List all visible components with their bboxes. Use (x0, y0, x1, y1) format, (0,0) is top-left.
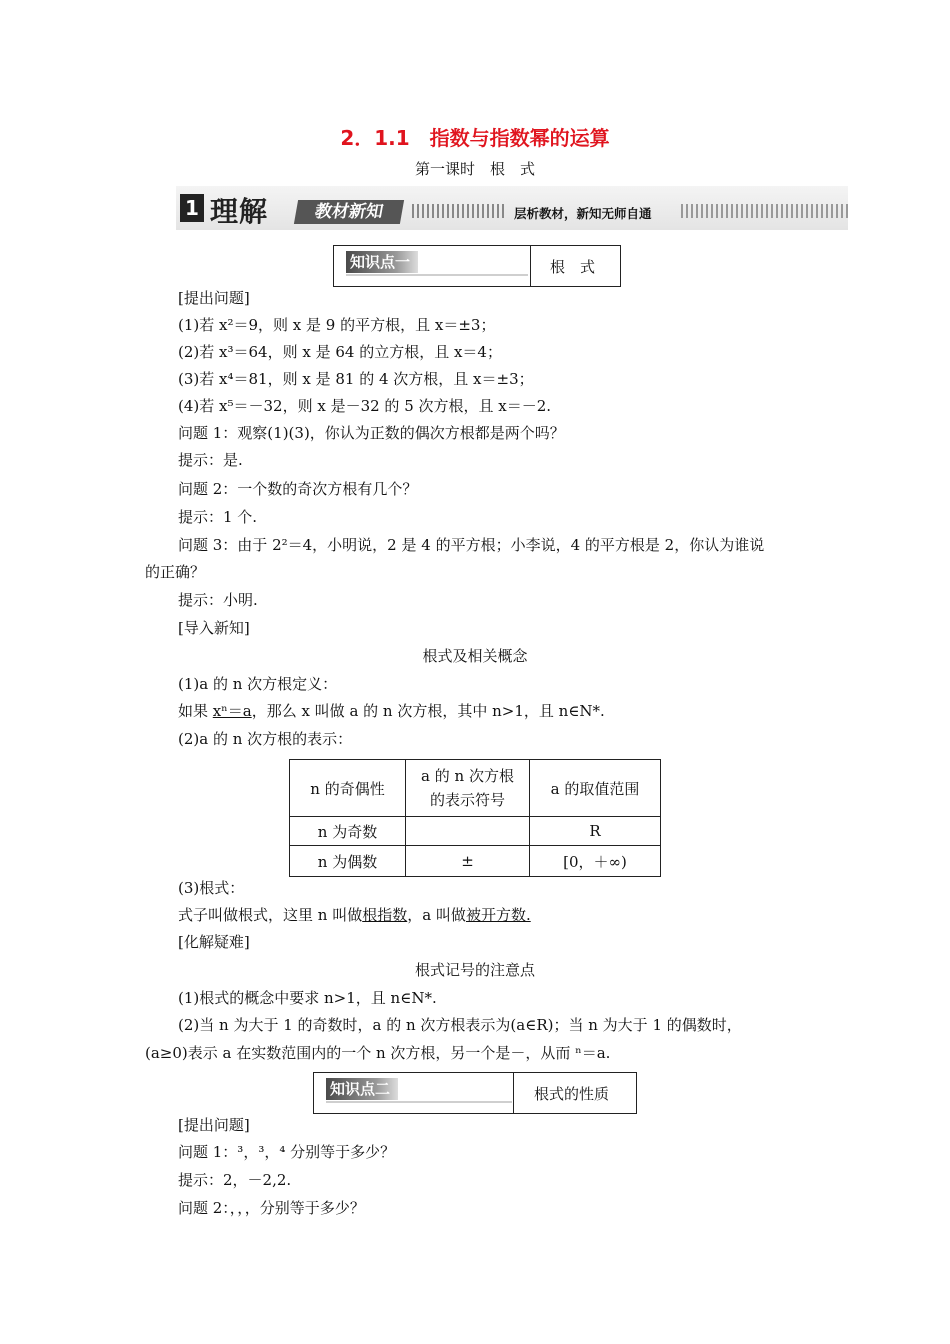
underlined-term: 根指数 (362, 906, 408, 924)
table-header-cell (406, 760, 530, 817)
box-divider (530, 246, 531, 286)
table-row (290, 817, 661, 846)
table-cell: [0，＋∞) (530, 846, 661, 877)
banner-number: 1 (180, 194, 204, 222)
text-line: 问题 2：，，，分别等于多少？ (178, 1199, 365, 1217)
section-heading: [提出问题] (178, 289, 250, 307)
header-text: a 的 n 次方根 (421, 767, 514, 785)
text-line: (1)若 x²＝9，则 x 是 9 的平方根，且 x＝±3； (178, 316, 496, 334)
knowledge-point-box-1 (333, 245, 621, 287)
header-text: 的表示符号 (429, 791, 505, 809)
table-cell: ± (406, 846, 530, 877)
table-cell: R (530, 817, 661, 846)
text-line: 问题 1：³，³，⁴ 分别等于多少？ (178, 1143, 396, 1161)
text-line: (1)a 的 n 次方根定义： (178, 675, 338, 693)
table-cell: n 为奇数 (290, 817, 406, 846)
table-cell: n 为偶数 (290, 846, 406, 877)
text-line: (2)当 n 为大于 1 的奇数时，a 的 n 次方根表示为(a∈R)；当 n 为大于 1 的偶数时， (178, 1016, 742, 1034)
text-span: ，那么 x 叫做 a 的 n 次方根，其中 n>1，且 n∈N*. (251, 702, 605, 720)
section-heading: [化解疑难] (178, 933, 250, 951)
underlined-formula: xⁿ＝a (212, 702, 252, 720)
text-span: ，a 叫做 (407, 906, 466, 924)
banner-heading: 理解 (210, 195, 269, 228)
label-underline (346, 274, 528, 276)
label-underline (326, 1101, 512, 1103)
banner-tag: 教材新知 (294, 200, 404, 224)
nth-root-table (289, 759, 661, 877)
table-cell (406, 817, 530, 846)
table-header-cell: a 的取值范围 (530, 760, 661, 817)
text-line (178, 702, 605, 720)
underlined-term: 被开方数. (465, 906, 531, 924)
text-line: (3)若 x⁴＝81，则 x 是 81 的 4 次方根，且 x＝±3； (178, 370, 534, 388)
section-heading: [导入新知] (178, 619, 250, 637)
knowledge-point-label: 知识点二 (326, 1078, 398, 1100)
banner-caption: 层析教材，新知无师自通 (514, 206, 652, 221)
text-line: 问题 3：由于 2²＝4，小明说，2 是 4 的平方根；小李说，4 的平方根是 2，你认为谁说 (178, 536, 765, 554)
text-line: 的正确？ (145, 563, 206, 581)
page-subtitle: 第一课时 根 式 (414, 160, 535, 178)
table-header-cell: n 的奇偶性 (290, 760, 406, 817)
text-line: (2)a 的 n 次方根的表示： (178, 730, 353, 748)
text-span: 式子叫做根式，这里 n 叫做 (178, 906, 363, 924)
knowledge-point-title: 根式的性质 (534, 1085, 610, 1103)
text-line: 提示：小明. (178, 591, 258, 609)
subsection-title: 根式记号的注意点 (414, 961, 535, 979)
text-line (178, 906, 531, 924)
table-header-row (290, 760, 661, 817)
banner-hatch-decoration-right (681, 204, 848, 218)
box-divider (513, 1073, 514, 1113)
text-line: 提示：1 个. (178, 508, 258, 526)
text-line: 提示：2，－2,2. (178, 1171, 292, 1189)
text-line: (4)若 x⁵＝－32，则 x 是－32 的 5 次方根，且 x＝－2. (178, 397, 552, 415)
knowledge-point-label: 知识点一 (346, 251, 418, 273)
text-line: 问题 2：一个数的奇次方根有几个？ (178, 480, 418, 498)
page-title: 2．1.1 指数与指数幂的运算 (340, 126, 610, 150)
section-banner (176, 186, 848, 230)
subsection-title: 根式及相关概念 (422, 647, 528, 665)
text-line: (a≥0)表示 a 在实数范围内的一个 n 次方根，另一个是－，从而 ⁿ＝a. (145, 1044, 611, 1062)
section-heading: [提出问题] (178, 1116, 250, 1134)
table-row (290, 846, 661, 877)
banner-hatch-decoration (412, 204, 504, 218)
knowledge-point-box-2 (313, 1072, 637, 1114)
knowledge-point-title: 根 式 (550, 258, 596, 276)
text-line: (1)根式的概念中要求 n>1，且 n∈N*. (178, 989, 437, 1007)
text-line: 问题 1：观察(1)(3)，你认为正数的偶次方根都是两个吗？ (178, 424, 565, 442)
text-line: 提示：是. (178, 451, 243, 469)
text-line: (2)若 x³＝64，则 x 是 64 的立方根，且 x＝4； (178, 343, 502, 361)
text-span: 如果 (178, 702, 213, 720)
text-line: (3)根式： (178, 879, 245, 897)
